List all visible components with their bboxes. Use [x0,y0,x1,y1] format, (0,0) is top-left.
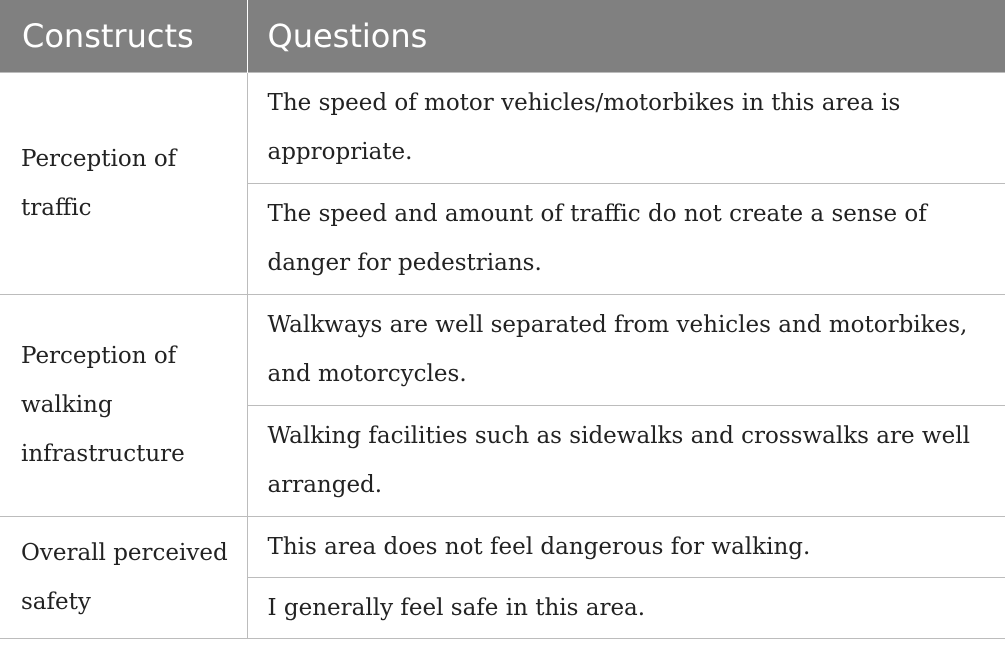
table-header [0,0,1005,73]
table-row [0,295,1005,406]
construct-cell: Perception of walking infrastructure [0,295,247,517]
header-row [0,0,1005,73]
question-cell: Walking facilities such as sidewalks and crosswalks are well arranged. [247,406,1005,517]
question-cell: The speed and amount of traffic do not create a sense of danger for pedestrians. [247,184,1005,295]
question-cell: This area does not feel dangerous for walking. [247,517,1005,578]
header-constructs: Constructs [0,0,247,73]
table-body [0,73,1005,639]
question-cell: The speed of motor vehicles/motorbikes in this area is appropriate. [247,73,1005,184]
construct-cell: Overall perceived safety [0,517,247,639]
table-row [0,73,1005,184]
construct-cell: Perception of traffic [0,73,247,295]
table-row [0,517,1005,578]
question-cell: I generally feel safe in this area. [247,578,1005,639]
question-cell: Walkways are well separated from vehicles and motorbikes, and motorcycles. [247,295,1005,406]
header-questions: Questions [247,0,1005,73]
